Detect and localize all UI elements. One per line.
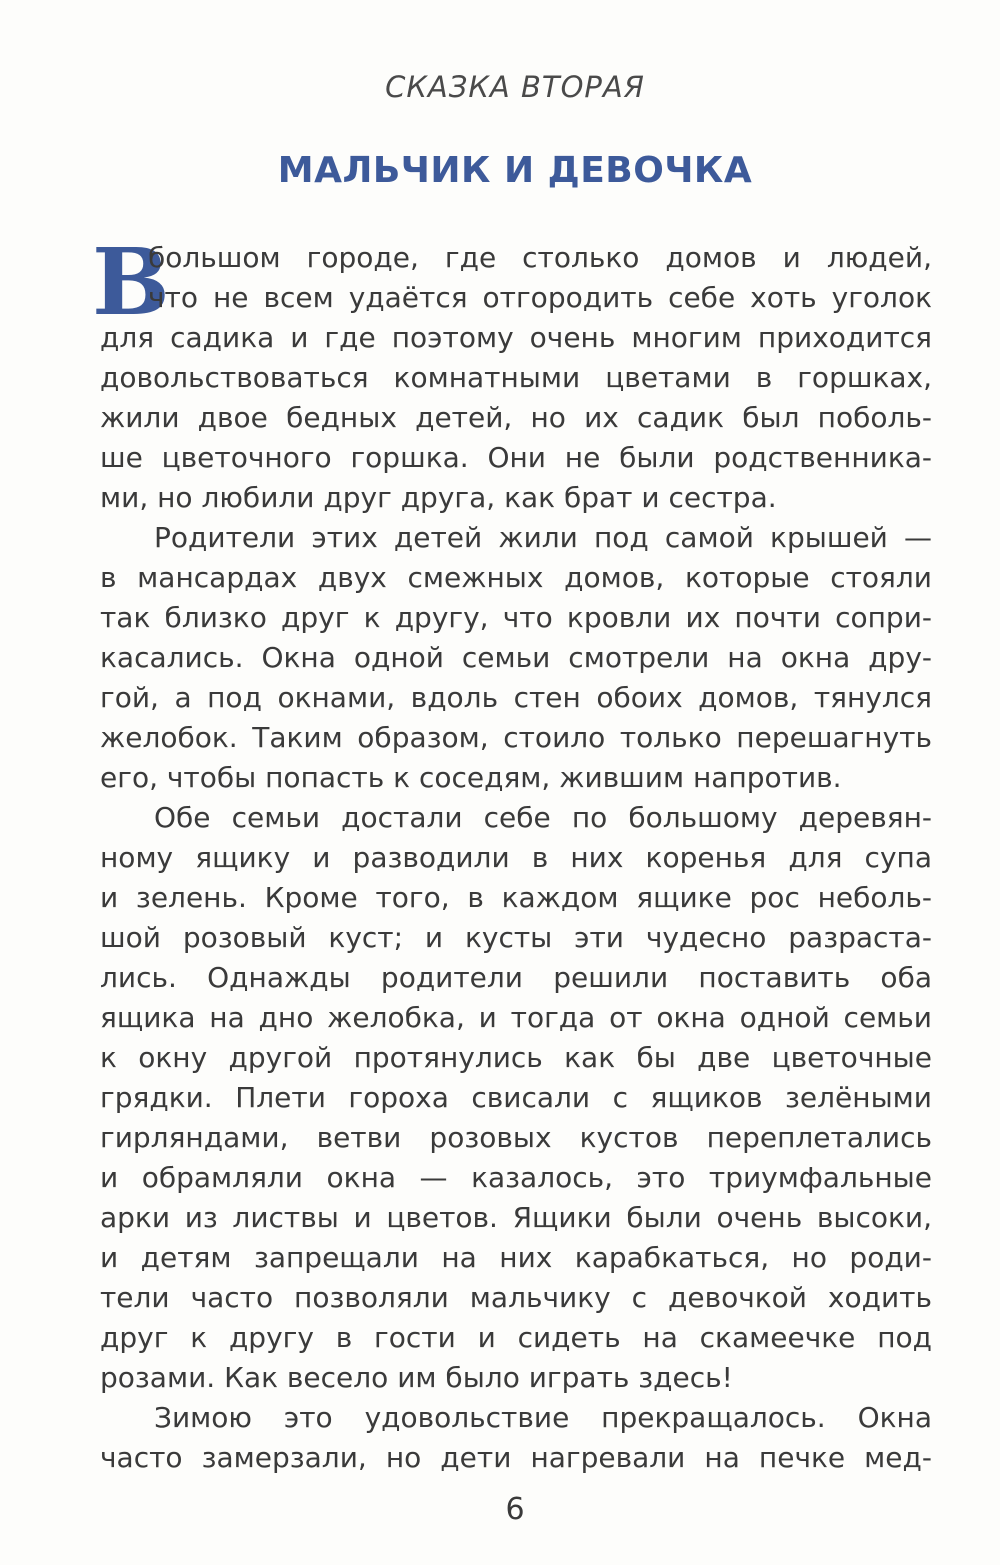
text-line: ми, но любили друг друга, как брат и сестра. (100, 481, 777, 514)
text-line: гой, а под окнами, вдоль стен обоих домов, тянулся (100, 681, 932, 714)
text-line: Обе семьи достали себе по большому деревян- (154, 801, 932, 834)
body-text (100, 238, 932, 1478)
drop-cap: В (92, 228, 170, 336)
page-number: 6 (505, 1492, 525, 1527)
chapter-title: МАЛЬЧИК И ДЕВОЧКА (277, 150, 753, 191)
text-line: желобок. Таким образом, стоило только перешагнуть (100, 721, 932, 754)
text-line: довольствоваться комнатными цветами в горшках, (100, 361, 932, 394)
text-line: большом городе, где столько домов и людей, (148, 241, 932, 274)
text-line: лись. Однажды родители решили поставить оба (100, 961, 932, 994)
chapter-subtitle: СКАЗКА ВТОРАЯ (385, 70, 645, 104)
text-line: часто замерзали, но дети нагревали на печке мед- (100, 1441, 932, 1474)
text-line: ше цветочного горшка. Они не были родственника- (100, 441, 932, 474)
text-line: ному ящику и разводили в них коренья для супа (100, 841, 932, 874)
text-line: гирляндами, ветви розовых кустов переплетались (100, 1121, 932, 1154)
text-line: к окну другой протянулись как бы две цветочные (100, 1041, 932, 1074)
text-line: его, чтобы попасть к соседям, жившим напротив. (100, 761, 842, 794)
text-line: жили двое бедных детей, но их садик был поболь- (100, 401, 932, 434)
text-line: и зелень. Кроме того, в каждом ящике рос неболь- (100, 881, 932, 914)
text-line: розами. Как весело им было играть здесь! (100, 1361, 733, 1394)
text-line: так близко друг к другу, что кровли их почти сопри- (100, 601, 932, 634)
text-line: тели часто позволяли мальчику с девочкой ходить (100, 1281, 932, 1314)
text-line: для садика и где поэтому очень многим приходится (100, 321, 932, 354)
text-line: ящика на дно желобка, и тогда от окна одной семьи (100, 1001, 932, 1034)
text-line: Зимою это удовольствие прекращалось. Окна (154, 1401, 932, 1434)
text-line: касались. Окна одной семьи смотрели на окна дру- (100, 641, 932, 674)
text-line: что не всем удаётся отгородить себе хоть уголок (148, 281, 932, 314)
text-line: арки из листвы и цветов. Ящики были очень высоки, (100, 1201, 932, 1234)
text-line: и обрамляли окна — казалось, это триумфальные (100, 1161, 932, 1194)
text-line: грядки. Плети гороха свисали с ящиков зелёными (100, 1081, 932, 1114)
text-line: друг к другу в гости и сидеть на скамеечке под (100, 1321, 932, 1354)
text-line: и детям запрещали на них карабкаться, но роди- (100, 1241, 932, 1274)
text-line: в мансардах двух смежных домов, которые стояли (100, 561, 932, 594)
text-line: шой розовый куст; и кусты эти чудесно разраста- (100, 921, 932, 954)
text-line: Родители этих детей жили под самой крышей — (154, 521, 932, 554)
